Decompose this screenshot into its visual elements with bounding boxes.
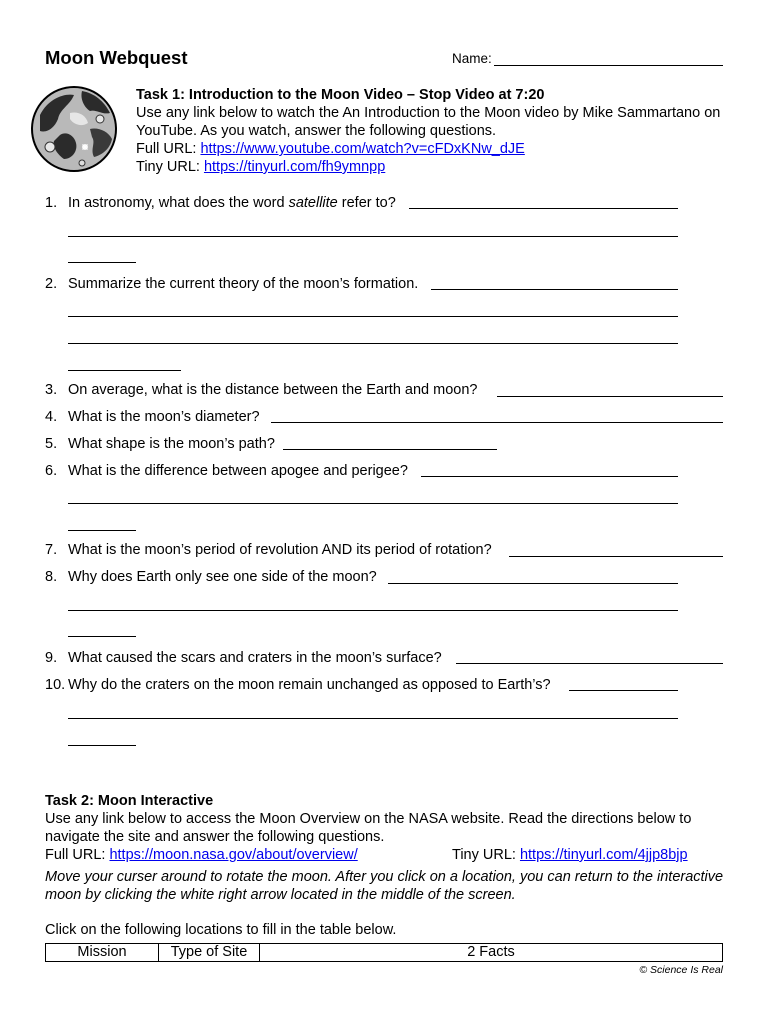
task1-heading: Task 1: Introduction to the Moon Video – Stop Video at 7:20	[136, 87, 545, 103]
question-7	[45, 541, 492, 559]
facts-table	[45, 943, 723, 962]
question-text: What is the difference between apogee and perigee?	[68, 463, 408, 479]
task2-url-row	[45, 846, 735, 864]
question-text: What caused the scars and craters in the moon’s surface?	[68, 650, 442, 666]
question-text: Why does Earth only see one side of the moon?	[68, 569, 377, 585]
answer-line[interactable]	[456, 663, 723, 664]
task2-block	[45, 792, 735, 939]
task1-intro: Use any link below to watch the An Introduction to the Moon video by Mike Sammartano on YouTube. As you watch, answer the following questions.	[136, 105, 721, 139]
tinyurl-link[interactable]: https://tinyurl.com/4jjp8bjp	[519, 847, 688, 863]
answer-line[interactable]	[509, 556, 723, 557]
question-9	[45, 649, 442, 667]
question-number: 4.	[45, 409, 58, 425]
answer-line[interactable]	[388, 583, 678, 584]
tiny-url-label: Tiny URL:	[452, 847, 520, 863]
tiny-url-group	[452, 846, 688, 864]
answer-line[interactable]	[68, 530, 136, 531]
task1-tiny-url-row	[136, 158, 736, 176]
task2-heading: Task 2: Moon Interactive	[45, 793, 214, 809]
answer-line[interactable]	[68, 503, 678, 504]
answer-line[interactable]	[68, 236, 678, 237]
name-field[interactable]	[494, 65, 723, 66]
question-number: 3.	[45, 382, 58, 398]
question-8	[45, 568, 377, 586]
question-text: What is the moon’s period of revolution AND its period of rotation?	[68, 542, 492, 558]
task2-directions: Move your curser around to rotate the moon. After you click on a location, you can return to the interactive moon by clicking the white right arrow located in the middle of the screen.	[45, 869, 724, 903]
answer-line[interactable]	[569, 690, 678, 691]
question-text: Summarize the current theory of the moon’s formation.	[68, 276, 419, 292]
moon-illustration	[30, 85, 118, 173]
answer-line[interactable]	[68, 262, 136, 263]
column-header: Mission	[46, 944, 159, 962]
task1-block	[136, 86, 736, 176]
question-text: On average, what is the distance between the Earth and moon?	[68, 382, 478, 398]
answer-line[interactable]	[421, 476, 678, 477]
answer-line[interactable]	[409, 208, 678, 209]
full-url-label: Full URL:	[45, 847, 110, 863]
question-number: 1.	[45, 195, 58, 211]
copyright: © Science Is Real	[639, 964, 723, 976]
question-6	[45, 462, 408, 480]
question-4	[45, 408, 260, 426]
question-2	[45, 275, 418, 293]
page-title: Moon Webquest	[45, 47, 188, 68]
question-10	[45, 676, 551, 694]
answer-line[interactable]	[68, 610, 678, 611]
tiny-url-label: Tiny URL:	[136, 159, 204, 175]
answer-line[interactable]	[68, 343, 678, 344]
question-number: 9.	[45, 650, 58, 666]
question-number: 2.	[45, 276, 58, 292]
question-number: 8.	[45, 569, 58, 585]
name-label: Name:	[452, 51, 492, 66]
answer-line[interactable]	[497, 396, 723, 397]
question-text: Why do the craters on the moon remain unchanged as opposed to Earth’s?	[68, 677, 551, 693]
question-emphasis: satellite	[288, 195, 338, 211]
answer-line[interactable]	[68, 370, 181, 371]
answer-line[interactable]	[68, 745, 136, 746]
question-number: 6.	[45, 463, 58, 479]
question-1	[45, 194, 396, 212]
column-header: 2 Facts	[260, 944, 723, 962]
question-number: 10.	[45, 677, 66, 693]
column-header: Type of Site	[159, 944, 260, 962]
question-3	[45, 381, 477, 399]
answer-line[interactable]	[68, 316, 678, 317]
youtube-link[interactable]: https://www.youtube.com/watch?v=cFDxKNw_dJE	[200, 141, 525, 157]
answer-line[interactable]	[271, 422, 723, 423]
question-5	[45, 435, 275, 453]
question-text: What is the moon’s diameter?	[68, 409, 260, 425]
question-text: What shape is the moon’s path?	[68, 436, 275, 452]
table-header-row	[46, 944, 723, 962]
task2-intro: Use any link below to access the Moon Overview on the NASA website. Read the directions below to navigate the site and answer the following questions.	[45, 811, 692, 845]
question-text-end: refer to?	[337, 195, 396, 211]
nasa-link[interactable]: https://moon.nasa.gov/about/overview/	[109, 847, 358, 863]
tinyurl-link[interactable]: https://tinyurl.com/fh9ymnpp	[203, 159, 386, 175]
full-url-label: Full URL:	[136, 141, 201, 157]
question-text: In astronomy, what does the word	[68, 195, 289, 211]
answer-line[interactable]	[283, 449, 497, 450]
answer-line[interactable]	[431, 289, 678, 290]
question-number: 7.	[45, 542, 58, 558]
answer-line[interactable]	[68, 636, 136, 637]
table-intro: Click on the following locations to fill in the table below.	[45, 922, 397, 938]
answer-line[interactable]	[68, 718, 678, 719]
task1-full-url-row	[136, 140, 736, 158]
question-number: 5.	[45, 436, 58, 452]
